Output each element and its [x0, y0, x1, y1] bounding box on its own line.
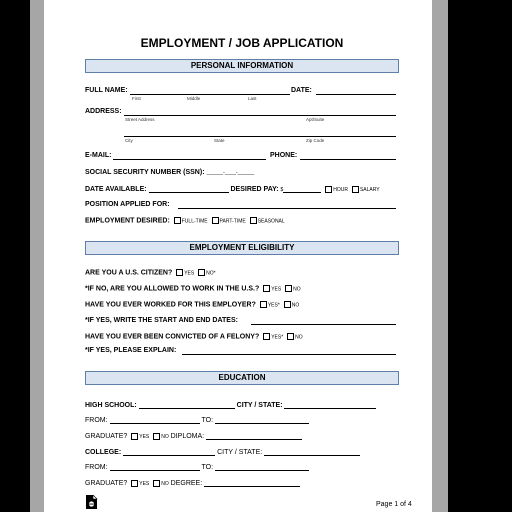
- citizen-no-label: NO*: [206, 270, 216, 277]
- sublabel-apt: Apt/Suite: [306, 117, 325, 122]
- dates-line[interactable]: [251, 324, 396, 325]
- label-college: COLLEGE:: [85, 449, 122, 456]
- hs-graduate-yes-label: YES: [139, 434, 150, 440]
- label-college-to: TO:: [201, 464, 214, 471]
- label-hs-city-state: CITY / STATE:: [236, 402, 283, 409]
- row-allowed: [85, 285, 301, 292]
- hs-city-state-field[interactable]: [284, 401, 376, 409]
- full-name-line[interactable]: [130, 94, 290, 95]
- label-phone: PHONE:: [270, 152, 298, 159]
- sublabel-zip: Zip Code: [306, 138, 325, 143]
- address-city-line[interactable]: [124, 136, 396, 137]
- dollar-sign: $: [280, 187, 284, 193]
- college-graduate-yes-label: YES: [139, 481, 150, 487]
- date-available-field[interactable]: [149, 185, 229, 193]
- part-time-label: PART-TIME: [219, 218, 246, 225]
- position-line[interactable]: [178, 208, 396, 209]
- label-full-name: FULL NAME:: [85, 87, 128, 94]
- section-header-personal: PERSONAL INFORMATION: [85, 59, 399, 73]
- college-graduate-yes-checkbox[interactable]: [131, 480, 138, 487]
- section-header-education: EDUCATION: [85, 371, 399, 385]
- allowed-no-checkbox[interactable]: [285, 285, 292, 292]
- salary-label: SALARY: [359, 187, 380, 193]
- college-from-field[interactable]: [110, 463, 200, 471]
- label-hs-to: TO:: [201, 417, 214, 424]
- row-college-from-to: [85, 463, 309, 471]
- label-college-graduate: GRADUATE?: [85, 480, 128, 487]
- hs-graduate-no-label: NO: [161, 434, 169, 440]
- worked-no-label: NO: [291, 302, 300, 309]
- worked-yes-checkbox[interactable]: [260, 301, 267, 308]
- phone-line[interactable]: [300, 159, 396, 160]
- label-diploma: DIPLOMA:: [170, 433, 205, 440]
- row-employment-desired: [85, 217, 285, 224]
- hs-from-field[interactable]: [110, 416, 200, 424]
- document-page: [44, 0, 432, 512]
- address-street-line[interactable]: [124, 115, 396, 116]
- seasonal-label: SEASONAL: [257, 218, 285, 225]
- part-time-checkbox[interactable]: [212, 217, 219, 224]
- citizen-yes-label: YES: [184, 270, 195, 277]
- felony-yes-label: YES*: [271, 334, 284, 341]
- page-title: EMPLOYMENT / JOB APPLICATION: [140, 36, 344, 50]
- label-felony: HAVE YOU EVER BEEN CONVICTED OF A FELONY?: [85, 333, 260, 341]
- row-high-school: [85, 401, 376, 409]
- college-field[interactable]: [123, 448, 215, 456]
- college-to-field[interactable]: [215, 463, 309, 471]
- hour-checkbox[interactable]: [325, 186, 332, 193]
- diploma-field[interactable]: [206, 432, 302, 440]
- row-worked: [85, 301, 299, 308]
- salary-checkbox[interactable]: [352, 186, 359, 193]
- worked-no-checkbox[interactable]: [284, 301, 291, 308]
- row-citizen: [85, 269, 216, 276]
- label-allowed: *IF NO, ARE YOU ALLOWED TO WORK IN THE U.S.?: [85, 285, 260, 293]
- college-graduate-no-checkbox[interactable]: [153, 480, 160, 487]
- college-graduate-no-label: NO: [161, 481, 169, 487]
- degree-field[interactable]: [204, 479, 300, 487]
- desired-pay-field[interactable]: [280, 185, 321, 193]
- eforms-logo-icon: [85, 495, 98, 509]
- label-degree: DEGREE:: [170, 480, 203, 487]
- hs-to-field[interactable]: [215, 416, 309, 424]
- allowed-no-label: NO: [293, 286, 301, 293]
- ssn-blank[interactable]: ______-____-______: [206, 170, 255, 176]
- label-ssn: SOCIAL SECURITY NUMBER (SSN): ______-____-______: [85, 169, 255, 176]
- row-hs-graduate: [85, 432, 302, 440]
- hs-graduate-no-checkbox[interactable]: [153, 433, 160, 440]
- hour-label: HOUR: [333, 187, 349, 193]
- full-time-checkbox[interactable]: [174, 217, 181, 224]
- row-college: [85, 448, 360, 456]
- label-citizen: ARE YOU A U.S. CITIZEN?: [85, 269, 173, 277]
- citizen-no-checkbox[interactable]: [198, 269, 205, 276]
- label-college-from: FROM:: [85, 464, 108, 471]
- felony-yes-checkbox[interactable]: [263, 333, 270, 340]
- row-college-graduate: [85, 479, 300, 487]
- label-date-available: DATE AVAILABLE:: [85, 186, 147, 193]
- row-date-available: [85, 185, 380, 193]
- felony-no-label: NO: [295, 334, 303, 341]
- label-employment-desired: EMPLOYMENT DESIRED:: [85, 217, 170, 225]
- explain-line[interactable]: [182, 354, 396, 355]
- viewer-left-margin: [30, 0, 44, 512]
- worked-yes-label: YES*: [267, 302, 280, 309]
- felony-no-checkbox[interactable]: [287, 333, 294, 340]
- label-position: POSITION APPLIED FOR:: [85, 201, 170, 208]
- label-hs-graduate: GRADUATE?: [85, 433, 128, 440]
- sublabel-street: Street Address: [125, 117, 155, 122]
- sublabel-state: State: [214, 138, 225, 143]
- sublabel-first: First: [132, 96, 141, 101]
- label-date: DATE:: [291, 87, 312, 94]
- sublabel-city: City: [125, 138, 133, 143]
- high-school-field[interactable]: [139, 401, 235, 409]
- label-address: ADDRESS:: [85, 108, 122, 115]
- label-email: E-MAIL:: [85, 152, 112, 159]
- college-city-state-field[interactable]: [264, 448, 360, 456]
- row-hs-from-to: [85, 416, 309, 424]
- label-worked: HAVE YOU EVER WORKED FOR THIS EMPLOYER?: [85, 301, 256, 309]
- sublabel-middle: Middle: [187, 96, 201, 101]
- viewer-right-margin: [432, 0, 448, 512]
- date-line[interactable]: [316, 94, 396, 95]
- label-desired-pay: DESIRED PAY:: [230, 186, 279, 193]
- section-header-eligibility: EMPLOYMENT ELIGIBILITY: [85, 241, 399, 255]
- allowed-yes-checkbox[interactable]: [263, 285, 270, 292]
- label-dates: *IF YES, WRITE THE START AND END DATES:: [85, 317, 238, 324]
- citizen-yes-checkbox[interactable]: [176, 269, 183, 276]
- page-number: Page 1 of 4: [376, 501, 412, 508]
- row-felony: [85, 333, 303, 340]
- seasonal-checkbox[interactable]: [250, 217, 257, 224]
- label-explain: *IF YES, PLEASE EXPLAIN:: [85, 347, 177, 354]
- allowed-yes-label: YES: [271, 286, 282, 293]
- label-high-school: HIGH SCHOOL:: [85, 402, 137, 409]
- full-time-label: FULL-TIME: [181, 218, 208, 225]
- sublabel-last: Last: [248, 96, 257, 101]
- hs-graduate-yes-checkbox[interactable]: [131, 433, 138, 440]
- label-college-city-state: CITY / STATE:: [217, 449, 263, 456]
- label-hs-from: FROM:: [85, 417, 108, 424]
- email-line[interactable]: [113, 159, 266, 160]
